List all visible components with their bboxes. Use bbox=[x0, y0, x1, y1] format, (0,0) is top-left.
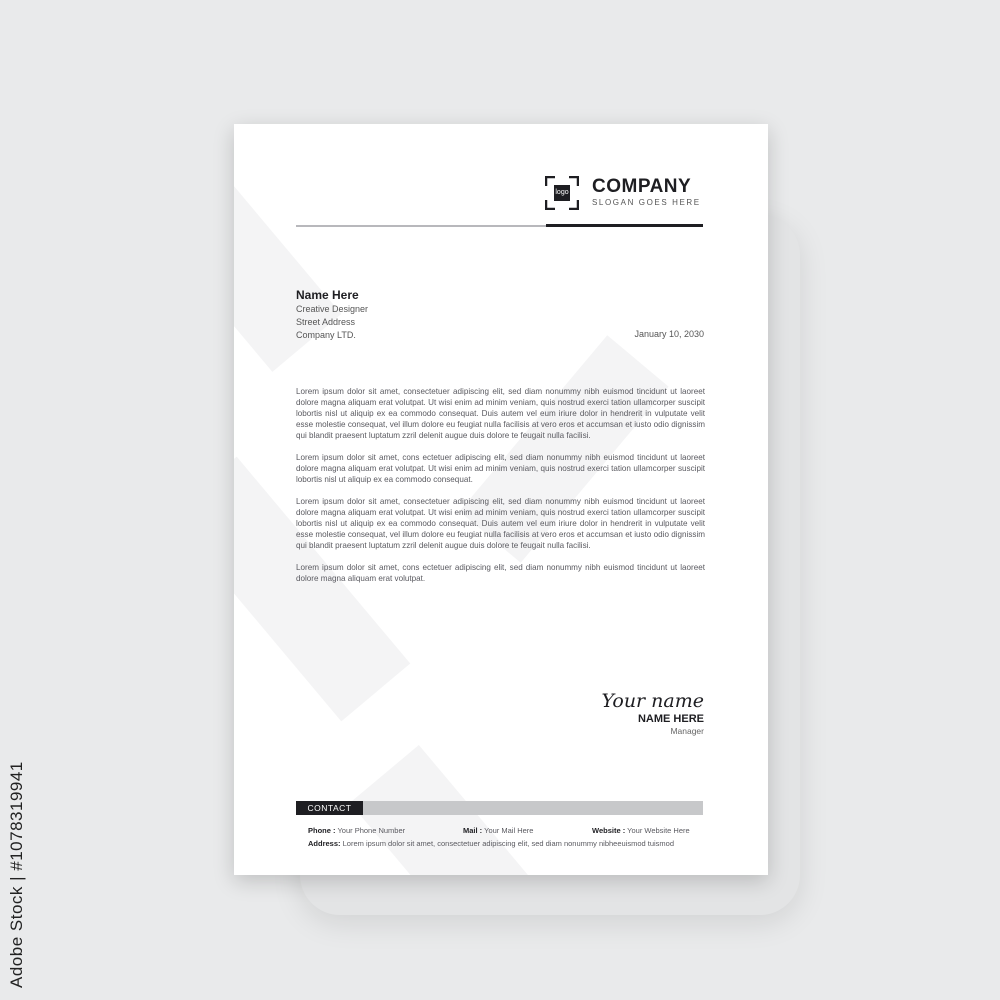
contact-mail bbox=[463, 826, 533, 835]
company-block bbox=[592, 177, 701, 209]
mail-value: Your Mail Here bbox=[484, 826, 534, 835]
logo-mark bbox=[545, 176, 579, 210]
recipient-street: Street Address bbox=[296, 317, 356, 327]
background-shape bbox=[234, 176, 341, 372]
signature-name: NAME HERE bbox=[637, 713, 704, 725]
signature-block bbox=[601, 690, 704, 737]
header-rule-thick bbox=[546, 224, 703, 227]
body-paragraph: Lorem ipsum dolor sit amet, consectetuer adipiscing elit, sed diam nonummy nibh euismod tincidunt ut laoreet dolore magna aliquam erat volutpat. Ut wisi enim ad minim veniam, quis nostrud exerci tation ullamcorper suscipit lobortis nisl ut aliquip ex ea commodo consequat. Duis autem vel eum iriure dolor in hendrerit in vulputate velit esse molestie consequat, vel illum dolore eu feugiat nulla facilisis at vero eros et accumsan et iusto odio dignissim qui blandit praesent luptatum zzril delenit augue duis dolore te feugait nulla facilisi. bbox=[296, 387, 705, 440]
logo-text: logo bbox=[554, 185, 570, 201]
recipient-name: Name Here bbox=[296, 288, 359, 302]
header-rule-thin bbox=[296, 225, 546, 227]
recipient-company: Company LTD. bbox=[296, 330, 356, 340]
address-value: Lorem ipsum dolor sit amet, consectetuer adipiscing elit, sed diam nonummy nibheeuismod tuismod bbox=[342, 839, 675, 848]
letter-body bbox=[296, 386, 705, 595]
contact-label: CONTACT bbox=[296, 801, 363, 815]
contact-website bbox=[592, 826, 690, 835]
company-slogan: SLOGAN GOES HERE bbox=[592, 198, 701, 207]
phone-label: Phone : bbox=[308, 826, 336, 835]
contact-bar bbox=[296, 801, 703, 815]
website-label: Website : bbox=[592, 826, 626, 835]
mail-label: Mail : bbox=[463, 826, 483, 835]
recipient-title: Creative Designer bbox=[296, 304, 369, 314]
address-label: Address: bbox=[308, 839, 341, 848]
body-paragraph: Lorem ipsum dolor sit amet, consectetuer adipiscing elit, sed diam nonummy nibh euismod tincidunt ut laoreet dolore magna aliquam erat volutpat. Ut wisi enim ad minim veniam, quis nostrud exerci tation ullamcorper suscipit lobortis nisl ut aliquip ex ea commodo consequat. Duis autem vel eum iriure dolor in hendrerit in vulputate velit esse molestie consequat, vel illum dolore eu feugiat nulla facilisis at vero eros et accumsan et iusto odio dignissim qui blandit praesent luptatum zzril delenit augue duis dolore te feugait nulla facilisi. bbox=[296, 497, 705, 550]
company-logo bbox=[545, 176, 701, 210]
recipient-block bbox=[296, 288, 368, 342]
body-paragraph: Lorem ipsum dolor sit amet, cons ectetuer adipiscing elit, sed diam nonummy nibh euismod tincidunt ut laoreet dolore magna aliquam erat volutpat. Ut wisi enim ad minim veniam, quis nostrud exerci tation ullamcorper suscipit lobortis nisl ut aliquip ex ea commodo consequat. bbox=[296, 453, 705, 484]
signature-title: Manager bbox=[670, 726, 704, 736]
contact-phone bbox=[308, 826, 405, 835]
website-value: Your Website Here bbox=[627, 826, 690, 835]
contact-address bbox=[308, 839, 674, 848]
phone-value: Your Phone Number bbox=[337, 826, 406, 835]
body-paragraph: Lorem ipsum dolor sit amet, cons ectetuer adipiscing elit, sed diam nonummy nibh euismod tincidunt ut laoreet dolore magna aliquam erat volutpat. bbox=[296, 563, 705, 583]
letterhead-page bbox=[234, 124, 768, 875]
signature-script: Your name bbox=[601, 690, 704, 712]
letter-date: January 10, 2030 bbox=[634, 329, 704, 339]
company-name: COMPANY bbox=[592, 176, 692, 197]
stock-id-label: Adobe Stock | #1078319941 bbox=[7, 761, 26, 989]
